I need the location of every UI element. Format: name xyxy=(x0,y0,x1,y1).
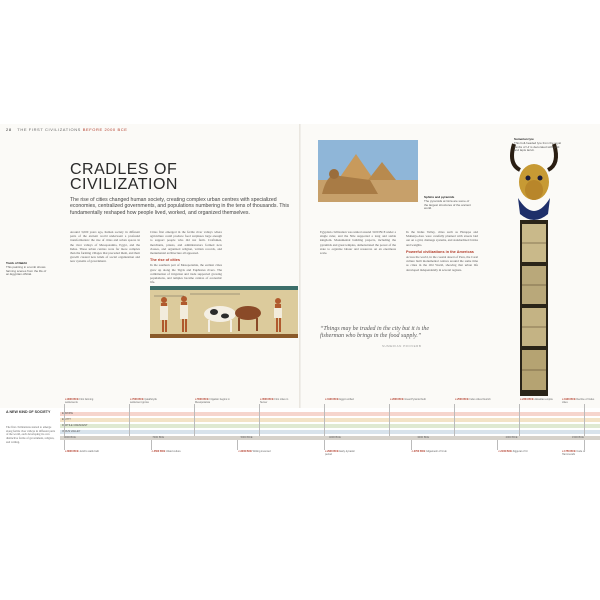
rise-of-cities-subhead: The rise of cities xyxy=(150,258,180,263)
timeline-event-text: Jericho walls built xyxy=(79,450,99,453)
timeline-event-text: Decline of Indus cities xyxy=(562,398,595,405)
lyre-caption-title: Sumerian lyre xyxy=(514,137,534,141)
timeline-event xyxy=(65,450,101,453)
body-column-4 xyxy=(406,230,478,272)
timeline-event-line xyxy=(324,404,325,436)
body-column-2 xyxy=(150,230,222,284)
title-line-1: CRADLES OF xyxy=(70,161,178,178)
timeline-event-text: Egypt unified xyxy=(339,398,354,401)
timeline-event-line xyxy=(64,440,65,450)
timeline-event-line xyxy=(324,440,325,450)
timeline-event xyxy=(520,398,556,401)
section-name: THE FIRST CIVILIZATIONS xyxy=(17,127,81,132)
timeline-event-line xyxy=(259,404,260,436)
timeline-tick: 2000 BCE xyxy=(505,436,518,439)
running-head xyxy=(6,127,127,132)
timeline-event-text: Great Pyramid built xyxy=(404,398,426,401)
sphinx-photo xyxy=(318,140,418,202)
timeline-heading: A NEW KIND OF SOCIETY xyxy=(6,410,51,414)
timeline-event xyxy=(260,398,296,404)
band-indus-valley: INDUS VALLEY xyxy=(60,430,600,434)
tomb-caption-text: This painting in a tomb shows farming scenes from the life of an Egyptian official. xyxy=(6,264,47,277)
body-column-2b-text: In the southern part of Mesopotamia, the earliest cities grew up along the Tigris and Euphrates rivers. The combination of irrigation and trade supported growing populations, and temples became centres of economic life. xyxy=(150,263,222,285)
timeline-event-line xyxy=(454,404,455,436)
sphinx-caption xyxy=(424,196,472,211)
sphinx-illustration xyxy=(318,140,418,202)
timeline-event-date: c.1750 BCE xyxy=(562,450,577,453)
pull-quote: “Things may be traded in the city but it is the fisherman who brings in the food supply.” xyxy=(320,326,429,339)
body-column-4-text: In the Indus Valley, cities such as Harappa and Mohenjo-daro were carefully planned with streets laid out on a grid, drainage systems, and standardized bricks and weights. xyxy=(406,230,478,247)
body-column-3: Egyptian civilization was united around 3100 BCE under a single ruler, and the Nile supported a long and stable kingdom. Monumental building projects, including the pyramids and great temples, demonstrated the power of the state to organize labour and resources on an enormous scale. xyxy=(320,230,396,256)
timeline-tick: 5000 BCE xyxy=(240,436,253,439)
timeline-event-text: Akkadian empire xyxy=(534,398,553,401)
timeline-event xyxy=(390,398,426,401)
americas-subhead: Powerful civilizations in the Americas xyxy=(406,249,474,254)
timeline-event-date: c.2600 BCE xyxy=(390,398,405,401)
timeline-event-line xyxy=(151,440,152,450)
timeline-event-text: Ubaid culture xyxy=(165,450,181,453)
timeline-event-date: c.5500 BCE xyxy=(195,398,210,401)
timeline-event-text: Writing invented xyxy=(252,450,271,453)
timeline-tick: 9000 BCE xyxy=(64,436,76,439)
title-line-2: CIVILIZATION xyxy=(70,176,178,193)
timeline-event-date: c.3200 BCE xyxy=(238,450,253,453)
timeline-event-text: Irrigation begins in Mesopotamia xyxy=(195,398,230,405)
timeline-event-date: c.8000 BCE xyxy=(65,450,80,453)
timeline-tick: 4000 BCE xyxy=(329,436,341,439)
timeline-event-date: c.3100 BCE xyxy=(325,398,340,401)
timeline-event xyxy=(152,450,188,453)
timeline-event-line xyxy=(194,404,195,436)
body-column-4b-text: Across the world, in the coastal desert of Peru, the Caral culture built monumental centres around the same time as cities in the Old World, showing that urban life developed independently in several regions. xyxy=(406,255,478,272)
timeline-event xyxy=(562,450,598,456)
timeline-event-text: Gilgamesh of Uruk xyxy=(425,450,447,453)
timeline-event-date: c.2100 BCE xyxy=(498,450,513,453)
timeline-event xyxy=(238,450,274,453)
timeline-event xyxy=(498,450,534,453)
timeline-event xyxy=(412,450,448,453)
lyre-illustration xyxy=(504,134,564,406)
timeline-event xyxy=(325,450,361,456)
timeline-event-date: c.2334 BCE xyxy=(520,398,535,401)
timeline-event-text: First cities in Sumer xyxy=(260,398,289,405)
timeline-event-date: c.3500 BCE xyxy=(260,398,275,401)
timeline-event xyxy=(195,398,231,404)
subsection-name: BEFORE 2000 BCE xyxy=(82,127,128,132)
timeline-event-line xyxy=(237,440,238,450)
lyre-caption-text: This bull-headed lyre from the royal tombs of Ur is decorated with gold and lapis lazuli. xyxy=(514,140,562,153)
tomb-caption xyxy=(6,262,48,277)
timeline-event-line xyxy=(64,404,65,436)
timeline-tick: 3000 BCE xyxy=(417,436,430,439)
timeline-event-line xyxy=(129,404,130,436)
timeline-event xyxy=(325,398,361,401)
timeline-intro: The first civilizations started to emerge along fertile river valleys in different parts of the world, each developing its own distinctive forms of government, religion, and writing. xyxy=(6,425,56,444)
tomb-painting-illustration xyxy=(150,286,298,338)
page-title xyxy=(70,162,178,192)
timeline-event-date: c.9000 BCE xyxy=(65,398,80,401)
intro-paragraph: The rise of cities changed human society, creating complex urban centres with specialized economies, centralized governments, and populations numbering in the tens of thousands. This fundamentally reshaped how people lived, worked, and organized themselves. xyxy=(70,197,290,216)
timeline-event-text: Indus cities flourish xyxy=(469,398,491,401)
page-number: 28 xyxy=(6,127,12,132)
timeline-event-line xyxy=(519,404,520,436)
timeline-event-line xyxy=(497,440,498,450)
timeline-event-text: Çatalhöyük settlement grows xyxy=(130,398,157,405)
tomb-painting-image xyxy=(150,286,298,338)
timeline-event-text: Code of Hammurabi xyxy=(562,450,586,457)
timeline-event-text: Early dynastic period xyxy=(325,450,355,457)
timeline-event xyxy=(130,398,166,404)
timeline-event-line xyxy=(389,404,390,436)
timeline-event-date: c.2900 BCE xyxy=(325,450,340,453)
timeline-event xyxy=(562,398,598,404)
band-fertile-crescent: FERTILE CRESCENT xyxy=(60,424,600,428)
timeline-event-text: First farming settlements xyxy=(65,398,94,405)
body-column-1: Around 3,000 years ago, human society in different parts of the ancient world underwent a profound transformation: the rise of cities and urban spaces in the river valleys of Mesopotamia, Egypt, and the Indus. These urban centres were far more complex than the farming villages that preceded them, and their growth created new kinds of social organization and new systems of government. xyxy=(70,230,140,264)
lyre-caption xyxy=(514,138,564,153)
timeline-event-date: c.1900 BCE xyxy=(562,398,577,401)
timeline-tick: 1500 BCE xyxy=(572,436,584,439)
timeline-event xyxy=(65,398,101,404)
band-egypt: EGYPT xyxy=(60,418,600,422)
timeline-event-line xyxy=(411,440,412,450)
timeline-tick: 7000 BCE xyxy=(152,436,165,439)
tomb-caption-title: Tomb of Nakht xyxy=(6,261,27,265)
timeline-event-line xyxy=(584,440,585,450)
timeline-event-text: Ziggurat of Ur xyxy=(512,450,528,453)
sphinx-caption-title: Sphinx and pyramids xyxy=(424,195,455,199)
pull-quote-source: SUMERIAN PROVERB xyxy=(382,344,422,348)
band-europe: EUROPE xyxy=(60,412,600,416)
timeline-event-date: c.7000 BCE xyxy=(130,398,145,401)
sphinx-caption-text: The pyramids at Giza are some of the largest structures of the ancient world. xyxy=(424,198,471,211)
timeline-event xyxy=(455,398,491,401)
timeline-event-date: c.2500 BCE xyxy=(455,398,470,401)
lyre-photo xyxy=(504,134,564,406)
body-column-2-text: Cities first emerged in the fertile river valleys where agriculture could produce food surpluses large enough to support people who did not farm. Craftsmen, merchants, priests, and administrators formed new classes, and organized religion, written records, and monumental architecture all appeared. xyxy=(150,230,222,256)
timeline-event-line xyxy=(584,404,585,436)
timeline-event-date: c.2700 BCE xyxy=(411,450,426,453)
timeline-event-date: c.4500 BCE xyxy=(151,450,166,453)
